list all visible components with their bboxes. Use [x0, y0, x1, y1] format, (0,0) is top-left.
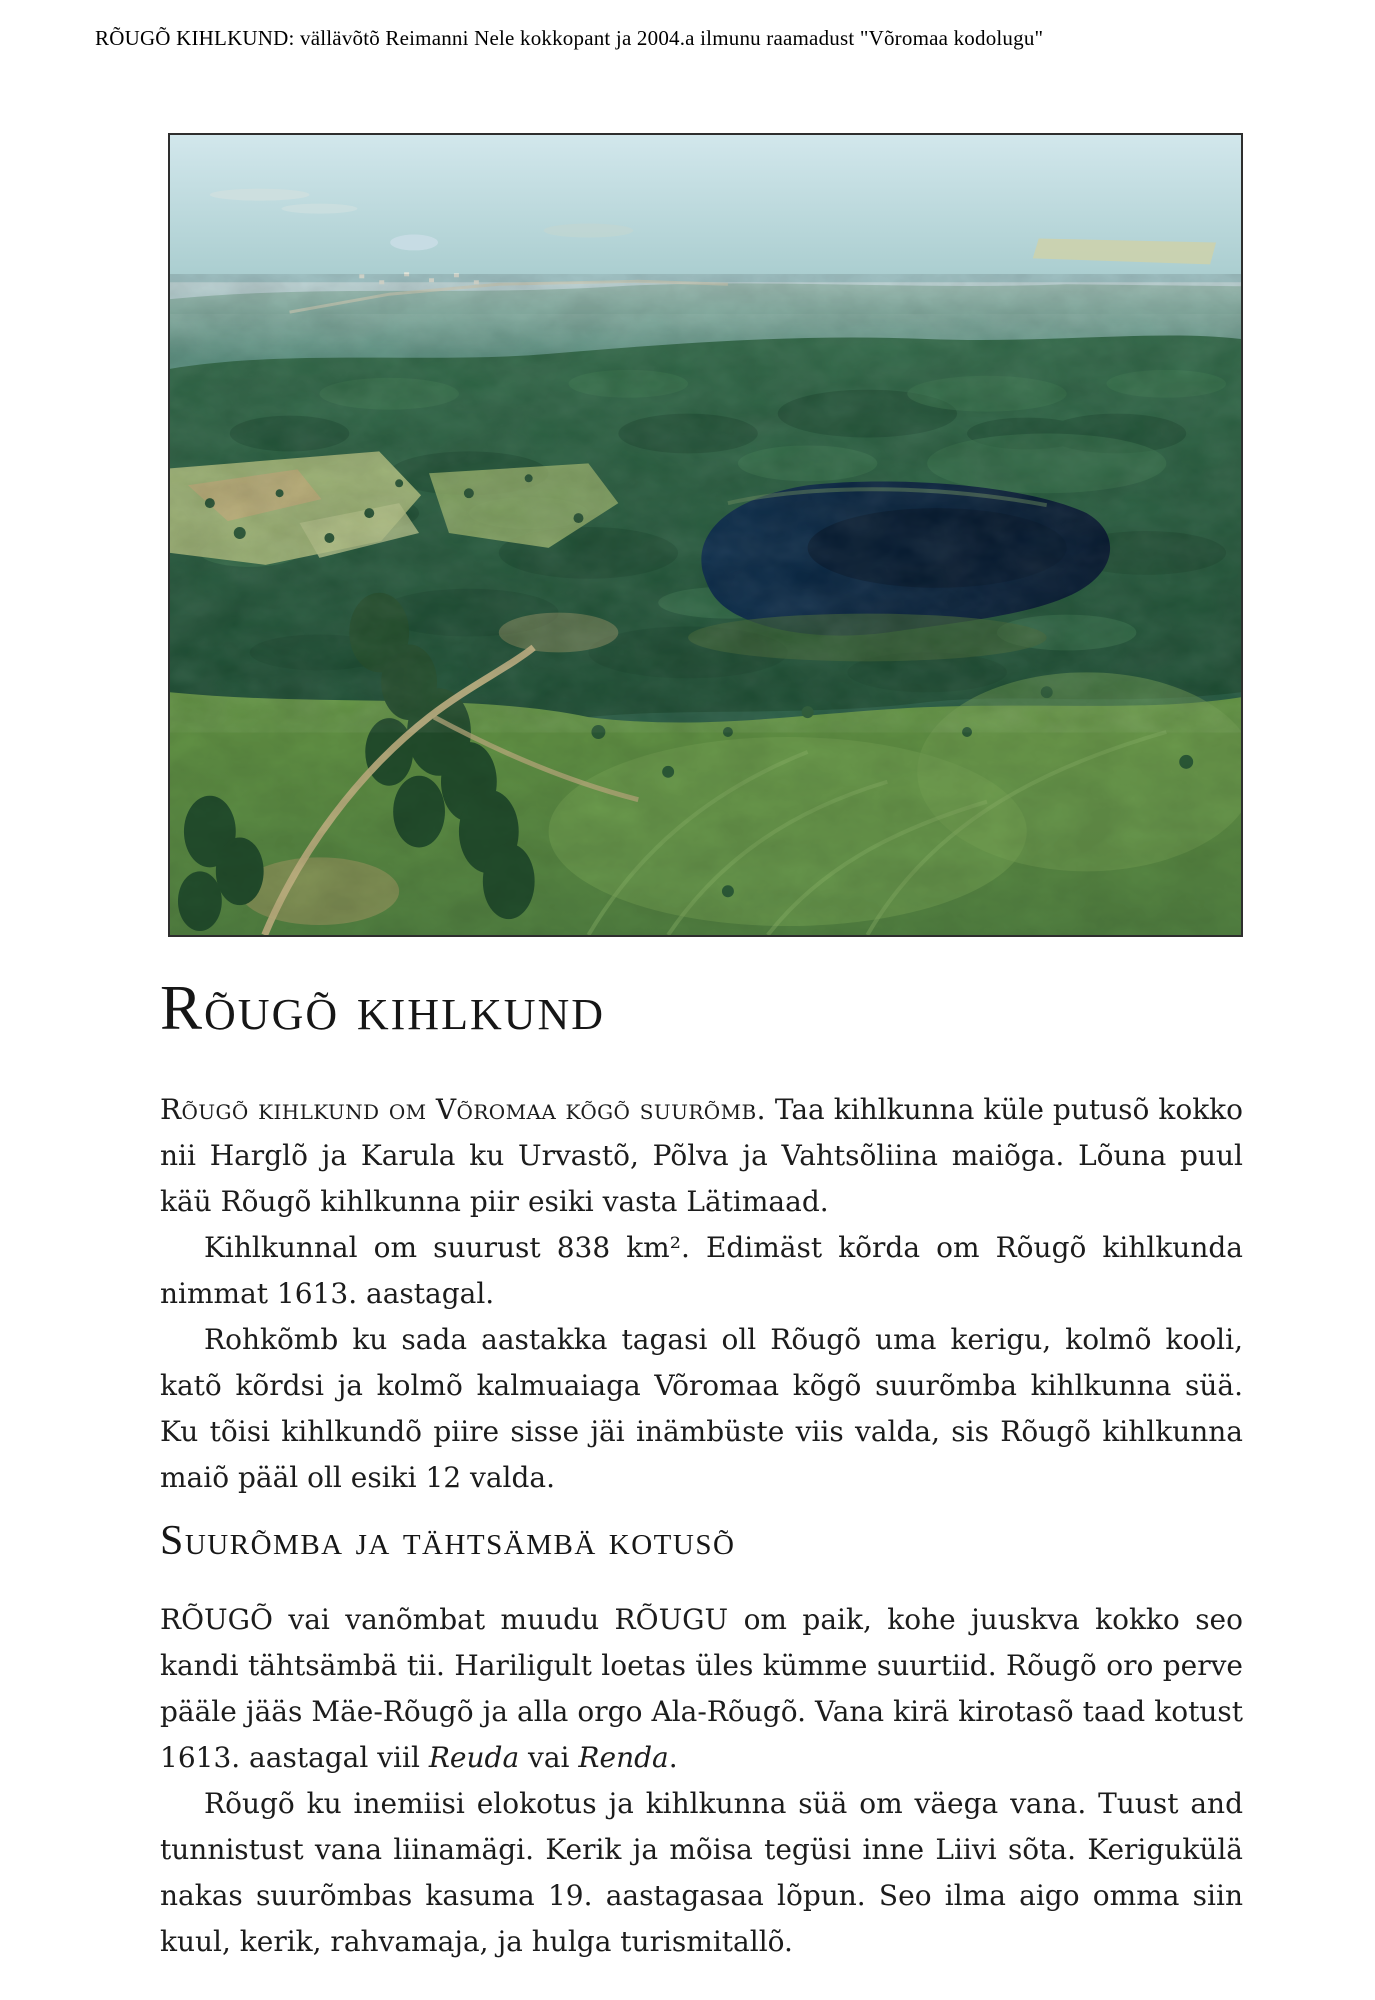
places-text-3: . — [668, 1741, 678, 1774]
lead-text: Taa kihlkunna küle putusõ kokko nii Harglõ ja Karula ku Urvastõ, Põlva ja Vahtsõliina maiõga. Lõuna puul käü Rõugõ kihlkunna piir esiki vasta Lätimaad. — [160, 1093, 1243, 1218]
paragraph-history: Rohkõmb ku sada aastakka tagasi oll Rõugõ uma kerigu, kolmõ kooli, katõ kõrdsi ja kolmõ kalmuaiaga Võromaa kõgõ suurõmba kihlkunna süä. Ku tõisi kihlkundõ piire sisse jäi inämbüste viis valda, sis Rõugõ kihlkunna maiõ pääl oll esiki 12 valda. — [160, 1323, 1243, 1494]
place-name-renda: Renda — [578, 1741, 669, 1774]
section-heading: Suurõmba ja tähtsämbä kotusõ — [160, 1518, 736, 1564]
aerial-photo-svg — [170, 135, 1241, 935]
photo-grain-light — [170, 314, 1241, 732]
running-header: RÕUGÕ KIHLKUND: vällävõtõ Reimanni Nele kokkopant ja 2004.a ilmunu raamadust "Võromaa kodolugu" — [95, 26, 1044, 50]
article — [160, 975, 1243, 1965]
places-text-1: RÕUGÕ vai vanõmbat muudu RÕUGU om paik, kohe juuskva kokko seo kandi tähtsämbä tii. Hariligult loetas üles kümme suurtiid. Rõugõ oro perve pääle jääs Mäe-Rõugõ ja alla orgo Ala-Rõugõ. Vana kirä kirotasõ taad kotust 1613. aastagal viil — [160, 1603, 1243, 1774]
lead-smallcaps: Rõugõ kihlkund om Võromaa kõgõ suurõmb. — [160, 1093, 766, 1126]
lead-paragraph — [160, 1087, 1243, 1225]
place-name-reuda: Reuda — [428, 1741, 520, 1774]
paragraph-village: Rõugõ ku inemiisi elokotus ja kihlkunna süä om väega vana. Tuust and tunnistust vana liinamägi. Kerik ja mõisa tegüsi inne Liivi sõta. Kerigukülä nakas suurõmbas kasuma 19. aastagasaa lõpun. Seo ilma aigo omma siin kuul, kerik, rahvamaja, ja hulga turismitallõ. — [160, 1787, 1243, 1958]
paragraph-area: Kihlkunnal om suurust 838 km². Edimäst kõrda om Rõugõ kihlkunda nimmat 1613. aastagal. — [160, 1231, 1243, 1310]
article-title: Rõugõ kihlkund — [160, 973, 606, 1043]
places-text-2: vai — [519, 1741, 579, 1774]
aerial-photo — [168, 133, 1243, 937]
paragraph-places — [160, 1597, 1243, 1781]
